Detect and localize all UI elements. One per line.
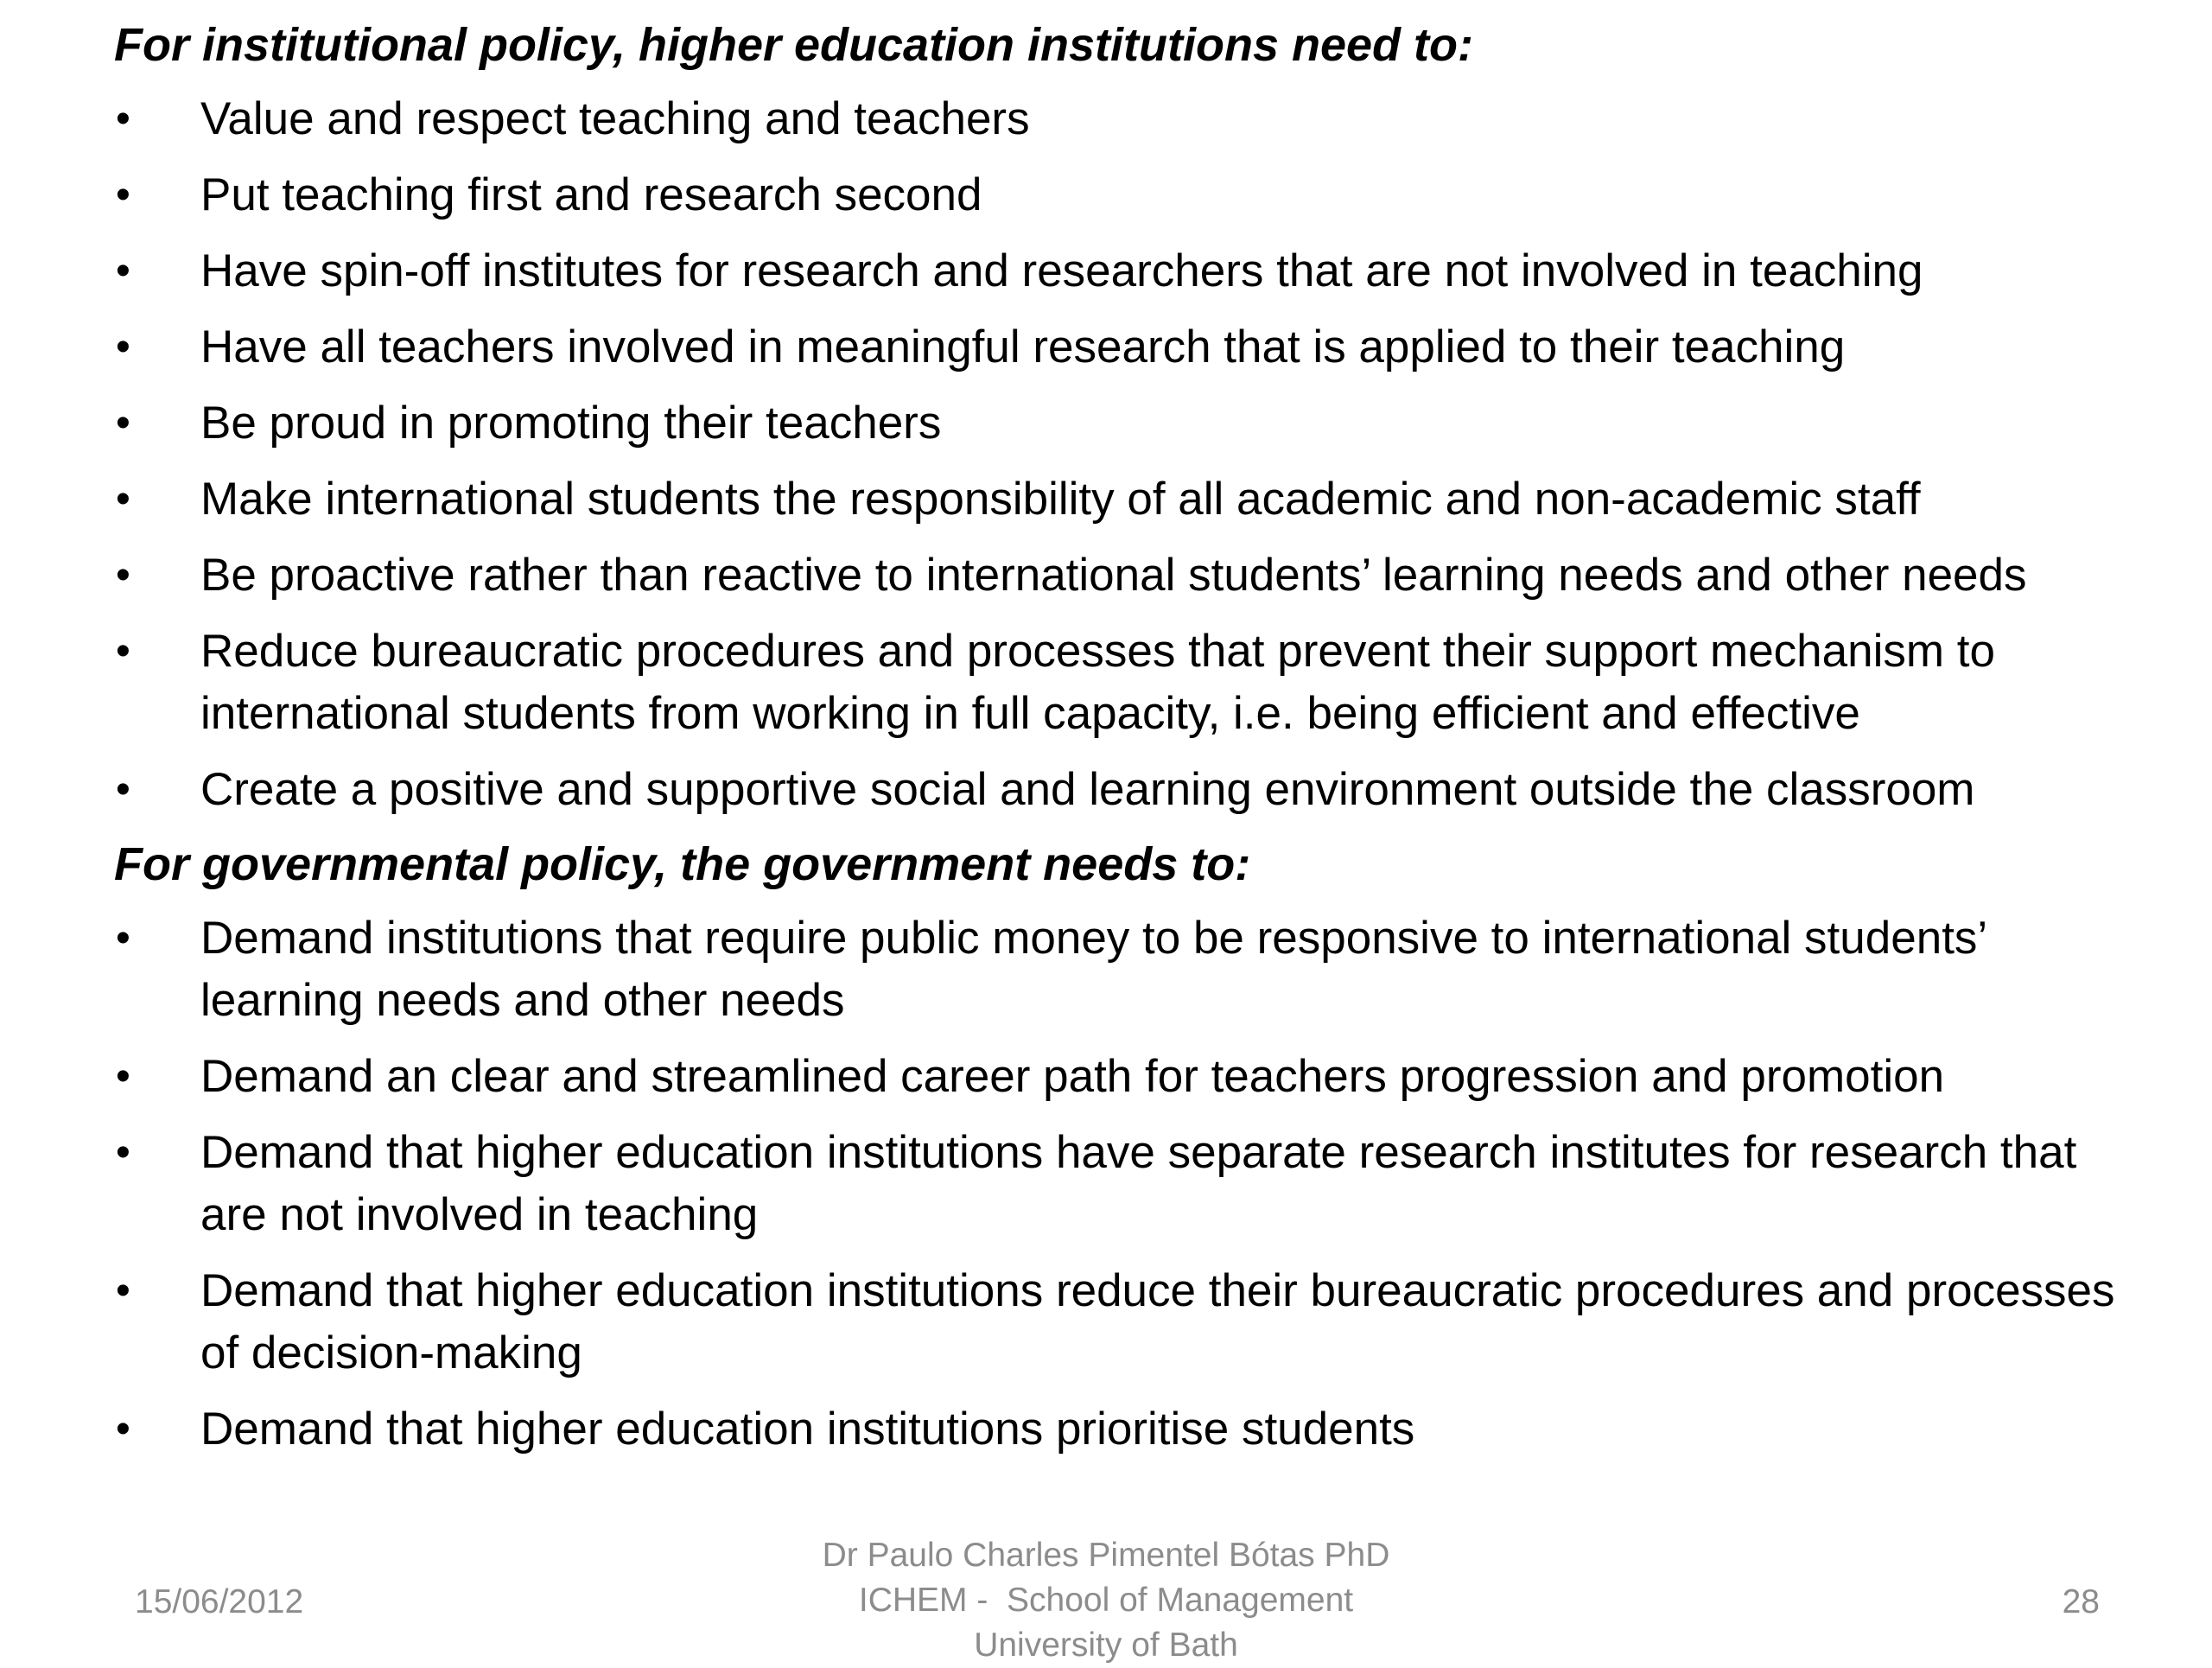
bullet-icon: • (116, 1268, 130, 1314)
list-item (114, 907, 2136, 1032)
list-item (114, 392, 2136, 455)
list-item-text: Demand that higher education institutions reduce their bureaucratic procedures and processes of decision-making (200, 1265, 2115, 1378)
bullet-icon: • (116, 1406, 130, 1452)
list-item-text: Put teaching first and research second (200, 169, 982, 220)
list-item-text: Create a positive and supportive social and learning environment outside the classroom (200, 764, 1975, 815)
bullet-icon: • (116, 628, 130, 674)
footer-date: 15/06/2012 (135, 1583, 304, 1620)
list-item-text: Demand that higher education institutions have separate research institutes for research that are not involved in teaching (200, 1127, 2077, 1240)
list-item (114, 621, 2136, 745)
footer-author-name: Dr Paulo Charles Pimentel Bótas PhD (822, 1537, 1390, 1574)
footer-author (0, 1533, 2212, 1668)
bullet-icon: • (116, 476, 130, 522)
list-item-text: Make international students the responsibility of all academic and non-academic staff (200, 474, 1921, 525)
bullet-icon: • (116, 248, 130, 294)
institutional-policy-heading: For institutional policy, higher education institutions need to: (114, 19, 1473, 71)
bullet-icon: • (116, 96, 130, 142)
footer-university: University of Bath (974, 1627, 1238, 1664)
bullet-icon: • (116, 915, 130, 961)
list-item-text: Be proactive rather than reactive to international students’ learning needs and other needs (200, 550, 2027, 601)
bullet-icon: • (116, 324, 130, 370)
list-item (114, 164, 2136, 226)
bullet-icon: • (116, 1054, 130, 1099)
page-number: 28 (2062, 1583, 2100, 1620)
list-item (114, 316, 2136, 379)
institutional-policy-list (114, 88, 2136, 821)
list-item (114, 544, 2136, 607)
list-item-text: Have spin-off institutes for research and researchers that are not involved in teaching (200, 245, 1923, 296)
footer-department: ICHEM - School of Management (858, 1582, 1354, 1619)
list-item (114, 468, 2136, 531)
slide-content (114, 14, 2136, 1461)
list-item-text: Value and respect teaching and teachers (200, 93, 1030, 144)
list-item (114, 1398, 2136, 1461)
list-item (114, 1046, 2136, 1108)
list-item (114, 88, 2136, 150)
list-item (114, 1122, 2136, 1246)
list-item-text: Demand institutions that require public money to be responsive to international students’ learning needs and other needs (200, 913, 1986, 1026)
bullet-icon: • (116, 767, 130, 812)
governmental-policy-list (114, 907, 2136, 1461)
governmental-policy-heading: For governmental policy, the government needs to: (114, 838, 1251, 890)
list-item-text: Be proud in promoting their teachers (200, 398, 942, 449)
bullet-icon: • (116, 172, 130, 218)
list-item (114, 240, 2136, 302)
list-item (114, 759, 2136, 821)
list-item-text: Demand that higher education institutions prioritise students (200, 1404, 1415, 1455)
list-item-text: Have all teachers involved in meaningful research that is applied to their teaching (200, 322, 1846, 372)
bullet-icon: • (116, 552, 130, 598)
bullet-icon: • (116, 1130, 130, 1175)
list-item-text: Reduce bureaucratic procedures and processes that prevent their support mechanism to international students from working in full capacity, i.e. being efficient and effective (200, 626, 1995, 739)
list-item-text: Demand an clear and streamlined career path for teachers progression and promotion (200, 1051, 1945, 1102)
bullet-icon: • (116, 400, 130, 446)
list-item (114, 1260, 2136, 1385)
